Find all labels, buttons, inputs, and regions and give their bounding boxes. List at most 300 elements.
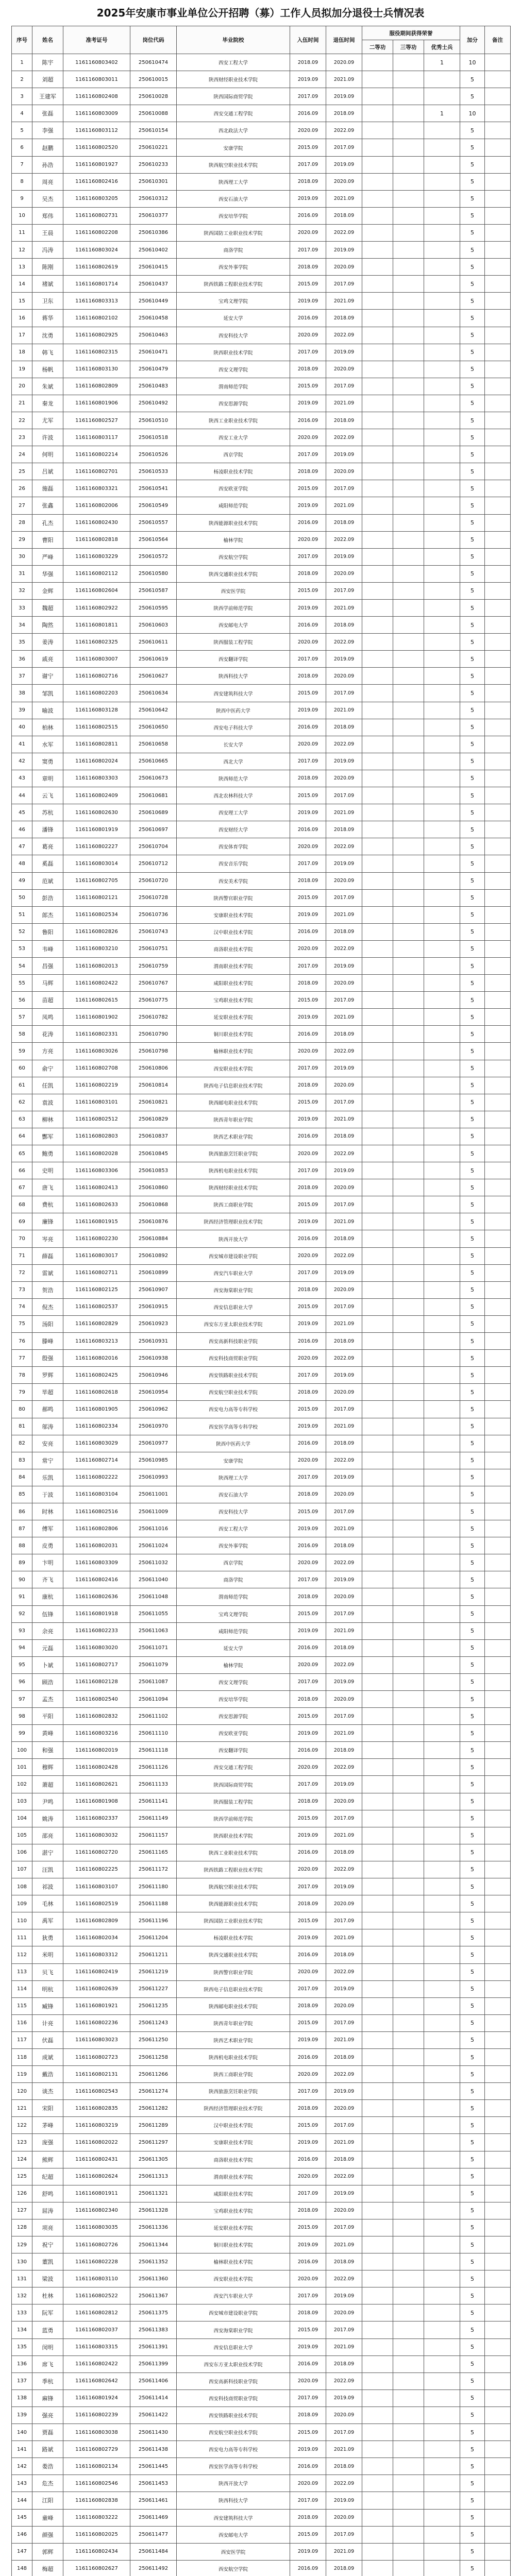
cell-enlist: 2020.09: [290, 634, 326, 651]
cell-exam-no: 1161160802408: [63, 88, 130, 105]
cell-points: 5: [460, 2458, 485, 2475]
cell-exam-no: 1161160801908: [63, 1793, 130, 1810]
cell-remark: [485, 2048, 511, 2065]
cell-points: 5: [460, 2202, 485, 2219]
cell-enlist: 2016.09: [290, 1128, 326, 1145]
cell-second-class: [362, 2509, 393, 2526]
cell-discharge: 2021.09: [326, 1929, 362, 1946]
cell-remark: [485, 207, 511, 224]
cell-enlist: 2019.09: [290, 2236, 326, 2253]
cell-points: 5: [460, 2151, 485, 2168]
cell-name: 唐飞: [32, 1179, 63, 1196]
cell-remark: [485, 2031, 511, 2048]
cell-points: 5: [460, 1912, 485, 1929]
cell-exam-no: 1161160801811: [63, 617, 130, 634]
table-row: [12, 1281, 511, 1298]
cell-third-class: [393, 2066, 424, 2083]
cell-remark: [485, 1452, 511, 1469]
cell-unit: 西安科技商贸职业学院: [177, 2389, 290, 2406]
table-row: [12, 361, 511, 378]
cell-excellent-soldier: [424, 992, 460, 1009]
cell-discharge: 2017.09: [326, 992, 362, 1009]
cell-position-code: 250610915: [130, 1298, 177, 1315]
cell-excellent-soldier: [424, 582, 460, 599]
cell-excellent-soldier: [424, 1537, 460, 1554]
cell-exam-no: 1161160803205: [63, 190, 130, 207]
cell-second-class: [362, 1298, 393, 1315]
cell-second-class: [362, 1878, 393, 1895]
cell-unit: 安康学院: [177, 139, 290, 156]
cell-enlist: 2020.09: [290, 736, 326, 753]
cell-third-class: [393, 2083, 424, 2100]
cell-seq: 9: [12, 190, 32, 207]
cell-excellent-soldier: [424, 1793, 460, 1810]
cell-seq: 15: [12, 293, 32, 310]
cell-position-code: 250611204: [130, 1929, 177, 1946]
cell-seq: 53: [12, 940, 32, 957]
cell-discharge: 2020.09: [326, 1588, 362, 1605]
cell-unit: 西安电力高等专科学校: [177, 1401, 290, 1418]
cell-points: 5: [460, 1997, 485, 2014]
cell-position-code: 250610767: [130, 975, 177, 992]
cell-remark: [485, 2270, 511, 2287]
cell-seq: 144: [12, 2492, 32, 2509]
table-row: [12, 1384, 511, 1401]
cell-second-class: [362, 139, 393, 156]
cell-position-code: 250610233: [130, 156, 177, 173]
cell-name: 尹鸣: [32, 1793, 63, 1810]
cell-second-class: [362, 1708, 393, 1725]
cell-third-class: [393, 2526, 424, 2543]
table-row: [12, 1060, 511, 1077]
cell-excellent-soldier: [424, 2134, 460, 2151]
cell-third-class: [393, 617, 424, 634]
cell-name: 云飞: [32, 787, 63, 804]
cell-second-class: [362, 1742, 393, 1759]
cell-remark: [485, 1912, 511, 1929]
cell-enlist: 2017.09: [290, 1264, 326, 1281]
cell-second-class: [362, 1759, 393, 1776]
table-row: [12, 1946, 511, 1963]
cell-points: 5: [460, 2372, 485, 2389]
cell-enlist: 2016.09: [290, 412, 326, 429]
cell-enlist: 2019.09: [290, 1009, 326, 1026]
cell-seq: 97: [12, 1691, 32, 1708]
document-title: 2025年安康市事业单位公开招聘（募）工作人员拟加分退役士兵情况表: [96, 7, 425, 19]
cell-excellent-soldier: [424, 2048, 460, 2065]
cell-remark: [485, 1043, 511, 1060]
cell-remark: [485, 804, 511, 821]
cell-third-class: [393, 1759, 424, 1776]
cell-discharge: 2021.09: [326, 497, 362, 514]
cell-points: 10: [460, 105, 485, 122]
table-row: [12, 685, 511, 702]
cell-name: 屈涛: [32, 2202, 63, 2219]
cell-unit: 西安科技大学: [177, 1503, 290, 1520]
cell-remark: [485, 429, 511, 446]
cell-seq: 26: [12, 480, 32, 497]
cell-points: 5: [460, 327, 485, 344]
cell-name: 魏超: [32, 600, 63, 617]
cell-remark: [485, 1997, 511, 2014]
cell-name: 元磊: [32, 1639, 63, 1656]
cell-position-code: 250610954: [130, 1384, 177, 1401]
cell-exam-no: 1161160801919: [63, 821, 130, 838]
cell-exam-no: 1161160802013: [63, 957, 130, 974]
cell-discharge: 2018.09: [326, 2355, 362, 2372]
cell-name: 贾磊: [32, 2424, 63, 2441]
cell-points: 5: [460, 1605, 485, 1622]
cell-remark: [485, 1230, 511, 1247]
cell-enlist: 2020.09: [290, 1554, 326, 1571]
cell-seq: 100: [12, 1742, 32, 1759]
cell-name: 王建军: [32, 88, 63, 105]
cell-excellent-soldier: [424, 906, 460, 923]
cell-discharge: 2021.09: [326, 2543, 362, 2560]
table-row: [12, 54, 511, 71]
cell-discharge: 2017.09: [326, 1196, 362, 1213]
cell-discharge: 2019.09: [326, 2389, 362, 2406]
cell-name: 酆军: [32, 1128, 63, 1145]
cell-discharge: 2020.09: [326, 2406, 362, 2424]
cell-position-code: 250611313: [130, 2168, 177, 2185]
header-name: 姓名: [32, 26, 63, 54]
cell-enlist: 2017.09: [290, 1060, 326, 1077]
cell-third-class: [393, 1861, 424, 1878]
cell-third-class: [393, 1878, 424, 1895]
cell-unit: 陕西国防工业职业技术学院: [177, 224, 290, 241]
cell-enlist: 2018.09: [290, 361, 326, 378]
cell-excellent-soldier: [424, 2304, 460, 2321]
cell-excellent-soldier: [424, 2560, 460, 2576]
cell-seq: 84: [12, 1469, 32, 1486]
cell-exam-no: 1161160802422: [63, 2355, 130, 2372]
table-row: [12, 1162, 511, 1179]
cell-name: 雷斌: [32, 1264, 63, 1281]
cell-discharge: 2022.09: [326, 122, 362, 139]
cell-seq: 14: [12, 276, 32, 293]
cell-name: 萧超: [32, 1776, 63, 1793]
cell-exam-no: 1161160803130: [63, 361, 130, 378]
cell-discharge: 2019.09: [326, 1878, 362, 1895]
table-row: [12, 889, 511, 906]
cell-seq: 8: [12, 173, 32, 190]
cell-name: 鲍勇: [32, 1145, 63, 1162]
cell-excellent-soldier: [424, 2458, 460, 2475]
cell-second-class: [362, 770, 393, 787]
cell-remark: [485, 1298, 511, 1315]
cell-third-class: [393, 1367, 424, 1384]
cell-points: 5: [460, 1776, 485, 1793]
cell-position-code: 250610853: [130, 1162, 177, 1179]
cell-points: 5: [460, 1111, 485, 1128]
cell-unit: 西安医学高等专科学校: [177, 2458, 290, 2475]
cell-seq: 48: [12, 855, 32, 872]
cell-unit: 西安交通工程学院: [177, 1759, 290, 1776]
cell-unit: 西安建筑科技大学: [177, 2509, 290, 2526]
cell-third-class: [393, 1452, 424, 1469]
cell-enlist: 2018.09: [290, 872, 326, 889]
cell-second-class: [362, 2219, 393, 2236]
cell-remark: [485, 2458, 511, 2475]
cell-remark: [485, 770, 511, 787]
cell-exam-no: 1161160802636: [63, 1588, 130, 1605]
cell-remark: [485, 1333, 511, 1350]
table-row: [12, 1708, 511, 1725]
table-row: [12, 88, 511, 105]
table-row: [12, 1298, 511, 1315]
cell-second-class: [362, 1077, 393, 1094]
cell-enlist: 2015.09: [290, 1196, 326, 1213]
table-row: [12, 975, 511, 992]
cell-second-class: [362, 1554, 393, 1571]
cell-discharge: 2022.09: [326, 1452, 362, 1469]
cell-position-code: 250611391: [130, 2338, 177, 2355]
cell-position-code: 250610907: [130, 1281, 177, 1298]
cell-points: 5: [460, 1367, 485, 1384]
cell-seq: 46: [12, 821, 32, 838]
cell-third-class: [393, 2219, 424, 2236]
cell-name: 谈杰: [32, 2083, 63, 2100]
cell-remark: [485, 2100, 511, 2117]
cell-seq: 7: [12, 156, 32, 173]
cell-second-class: [362, 378, 393, 395]
cell-second-class: [362, 361, 393, 378]
cell-remark: [485, 2389, 511, 2406]
cell-position-code: 250611141: [130, 1793, 177, 1810]
cell-position-code: 250611227: [130, 1980, 177, 1997]
cell-points: 5: [460, 1281, 485, 1298]
cell-enlist: 2018.09: [290, 2406, 326, 2424]
cell-remark: [485, 1281, 511, 1298]
header-exam-no: 准考证号: [63, 26, 130, 54]
cell-position-code: 250610798: [130, 1043, 177, 1060]
cell-enlist: 2017.09: [290, 1162, 326, 1179]
cell-name: 曹阳: [32, 531, 63, 548]
cell-remark: [485, 1708, 511, 1725]
table-row: [12, 565, 511, 582]
cell-name: 卜斌: [32, 1656, 63, 1673]
cell-second-class: [362, 2066, 393, 2083]
cell-enlist: 2020.09: [290, 429, 326, 446]
cell-enlist: 2015.09: [290, 2014, 326, 2031]
cell-position-code: 250611297: [130, 2134, 177, 2151]
cell-discharge: 2022.09: [326, 1350, 362, 1367]
cell-exam-no: 1161160802416: [63, 173, 130, 190]
cell-points: 5: [460, 378, 485, 395]
cell-seq: 31: [12, 565, 32, 582]
cell-excellent-soldier: [424, 1878, 460, 1895]
cell-seq: 70: [12, 1230, 32, 1247]
cell-third-class: [393, 1673, 424, 1690]
cell-unit: 长安大学: [177, 736, 290, 753]
cell-second-class: [362, 1333, 393, 1350]
table-row: [12, 327, 511, 344]
cell-third-class: [393, 1281, 424, 1298]
cell-exam-no: 1161160802131: [63, 2066, 130, 2083]
cell-enlist: 2017.09: [290, 446, 326, 463]
cell-points: 5: [460, 1384, 485, 1401]
cell-position-code: 250611430: [130, 2424, 177, 2441]
cell-second-class: [362, 497, 393, 514]
cell-enlist: 2015.09: [290, 1298, 326, 1315]
cell-unit: 西安欧亚学院: [177, 480, 290, 497]
cell-name: 毕超: [32, 1384, 63, 1401]
cell-remark: [485, 2338, 511, 2355]
cell-excellent-soldier: [424, 1742, 460, 1759]
cell-seq: 77: [12, 1350, 32, 1367]
cell-position-code: 250611282: [130, 2100, 177, 2117]
cell-position-code: 250611375: [130, 2304, 177, 2321]
cell-remark: [485, 259, 511, 276]
cell-exam-no: 1161160803216: [63, 1725, 130, 1742]
cell-seq: 137: [12, 2372, 32, 2389]
cell-unit: 汉中职业技术学院: [177, 2117, 290, 2134]
cell-enlist: 2019.09: [290, 293, 326, 310]
table-row: [12, 992, 511, 1009]
cell-excellent-soldier: [424, 668, 460, 685]
cell-position-code: 250611461: [130, 2492, 177, 2509]
table-row: [12, 2372, 511, 2389]
table-row: [12, 1537, 511, 1554]
cell-enlist: 2016.09: [290, 310, 326, 327]
cell-second-class: [362, 1196, 393, 1213]
cell-enlist: 2020.09: [290, 531, 326, 548]
cell-name: 章明: [32, 770, 63, 787]
cell-points: 5: [460, 2236, 485, 2253]
cell-enlist: 2016.09: [290, 2151, 326, 2168]
cell-position-code: 250611336: [130, 2219, 177, 2236]
cell-name: 童峰: [32, 2509, 63, 2526]
cell-exam-no: 1161160803104: [63, 1486, 130, 1503]
cell-unit: 西安工业大学: [177, 429, 290, 446]
cell-name: 葛亮: [32, 838, 63, 855]
cell-enlist: 2015.09: [290, 685, 326, 702]
cell-second-class: [362, 2168, 393, 2185]
cell-third-class: [393, 1230, 424, 1247]
cell-unit: 铜川职业技术学院: [177, 1026, 290, 1043]
cell-discharge: 2022.09: [326, 429, 362, 446]
cell-position-code: 250610814: [130, 1077, 177, 1094]
cell-exam-no: 1161160802034: [63, 1929, 130, 1946]
cell-position-code: 250611016: [130, 1520, 177, 1537]
cell-unit: 西安翻译学院: [177, 1742, 290, 1759]
cell-remark: [485, 1179, 511, 1196]
cell-discharge: 2020.09: [326, 361, 362, 378]
cell-second-class: [362, 54, 393, 71]
table-row: [12, 1145, 511, 1162]
cell-enlist: 2018.09: [290, 1588, 326, 1605]
cell-discharge: 2019.09: [326, 156, 362, 173]
cell-unit: 西安思源学院: [177, 395, 290, 412]
cell-second-class: [362, 1520, 393, 1537]
cell-name: 卫东: [32, 293, 63, 310]
cell-third-class: [393, 2151, 424, 2168]
cell-excellent-soldier: [424, 2441, 460, 2458]
cell-seq: 63: [12, 1111, 32, 1128]
cell-position-code: 250610221: [130, 139, 177, 156]
cell-enlist: 2020.09: [290, 2066, 326, 2083]
cell-position-code: 250611087: [130, 1673, 177, 1690]
cell-enlist: 2017.09: [290, 1469, 326, 1486]
cell-second-class: [362, 156, 393, 173]
cell-name: 汤阳: [32, 1315, 63, 1332]
cell-exam-no: 1161160802639: [63, 1980, 130, 1997]
cell-third-class: [393, 2048, 424, 2065]
cell-name: 水军: [32, 736, 63, 753]
cell-seq: 148: [12, 2560, 32, 2576]
cell-excellent-soldier: [424, 2406, 460, 2424]
cell-remark: [485, 1503, 511, 1520]
cell-discharge: 2019.09: [326, 1264, 362, 1281]
table-row: [12, 1810, 511, 1827]
cell-excellent-soldier: [424, 1912, 460, 1929]
cell-remark: [485, 685, 511, 702]
cell-position-code: 250610510: [130, 412, 177, 429]
cell-seq: 133: [12, 2304, 32, 2321]
cell-unit: 西安医学院: [177, 582, 290, 599]
cell-position-code: 250611126: [130, 1759, 177, 1776]
cell-name: 奚磊: [32, 855, 63, 872]
cell-excellent-soldier: [424, 139, 460, 156]
cell-position-code: 250610415: [130, 259, 177, 276]
cell-unit: 西安财经大学: [177, 821, 290, 838]
table-row: [12, 1895, 511, 1912]
cell-remark: [485, 2253, 511, 2270]
cell-discharge: 2018.09: [326, 821, 362, 838]
cell-points: 5: [460, 634, 485, 651]
cell-name: 茅峰: [32, 2117, 63, 2134]
cell-second-class: [362, 2424, 393, 2441]
cell-remark: [485, 1367, 511, 1384]
cell-position-code: 250611399: [130, 2355, 177, 2372]
cell-seq: 32: [12, 582, 32, 599]
cell-discharge: 2020.09: [326, 1179, 362, 1196]
cell-seq: 108: [12, 1878, 32, 1895]
cell-third-class: [393, 1333, 424, 1350]
cell-seq: 99: [12, 1725, 32, 1742]
cell-remark: [485, 122, 511, 139]
cell-unit: 陕西能源职业技术学院: [177, 514, 290, 531]
cell-third-class: [393, 753, 424, 770]
cell-name: 闵明: [32, 2338, 63, 2355]
cell-second-class: [362, 1043, 393, 1060]
cell-exam-no: 1161160802714: [63, 1452, 130, 1469]
cell-discharge: 2021.09: [326, 702, 362, 719]
cell-unit: 陕西经济管理职业技术学院: [177, 1213, 290, 1230]
cell-remark: [485, 2014, 511, 2031]
cell-position-code: 250610479: [130, 361, 177, 378]
cell-seq: 55: [12, 975, 32, 992]
cell-seq: 40: [12, 719, 32, 736]
header-excellent-soldier: 优秀士兵: [424, 40, 460, 54]
cell-third-class: [393, 361, 424, 378]
cell-exam-no: 1161160802125: [63, 1281, 130, 1298]
cell-second-class: [362, 1230, 393, 1247]
cell-excellent-soldier: [424, 1315, 460, 1332]
cell-excellent-soldier: [424, 2083, 460, 2100]
cell-discharge: 2019.09: [326, 957, 362, 974]
cell-remark: [485, 497, 511, 514]
cell-second-class: [362, 446, 393, 463]
cell-discharge: 2019.09: [326, 242, 362, 259]
table-row: [12, 651, 511, 668]
cell-exam-no: 1161160803313: [63, 293, 130, 310]
cell-excellent-soldier: 1: [424, 54, 460, 71]
cell-seq: 39: [12, 702, 32, 719]
cell-name: 费杭: [32, 1196, 63, 1213]
cell-seq: 128: [12, 2219, 32, 2236]
